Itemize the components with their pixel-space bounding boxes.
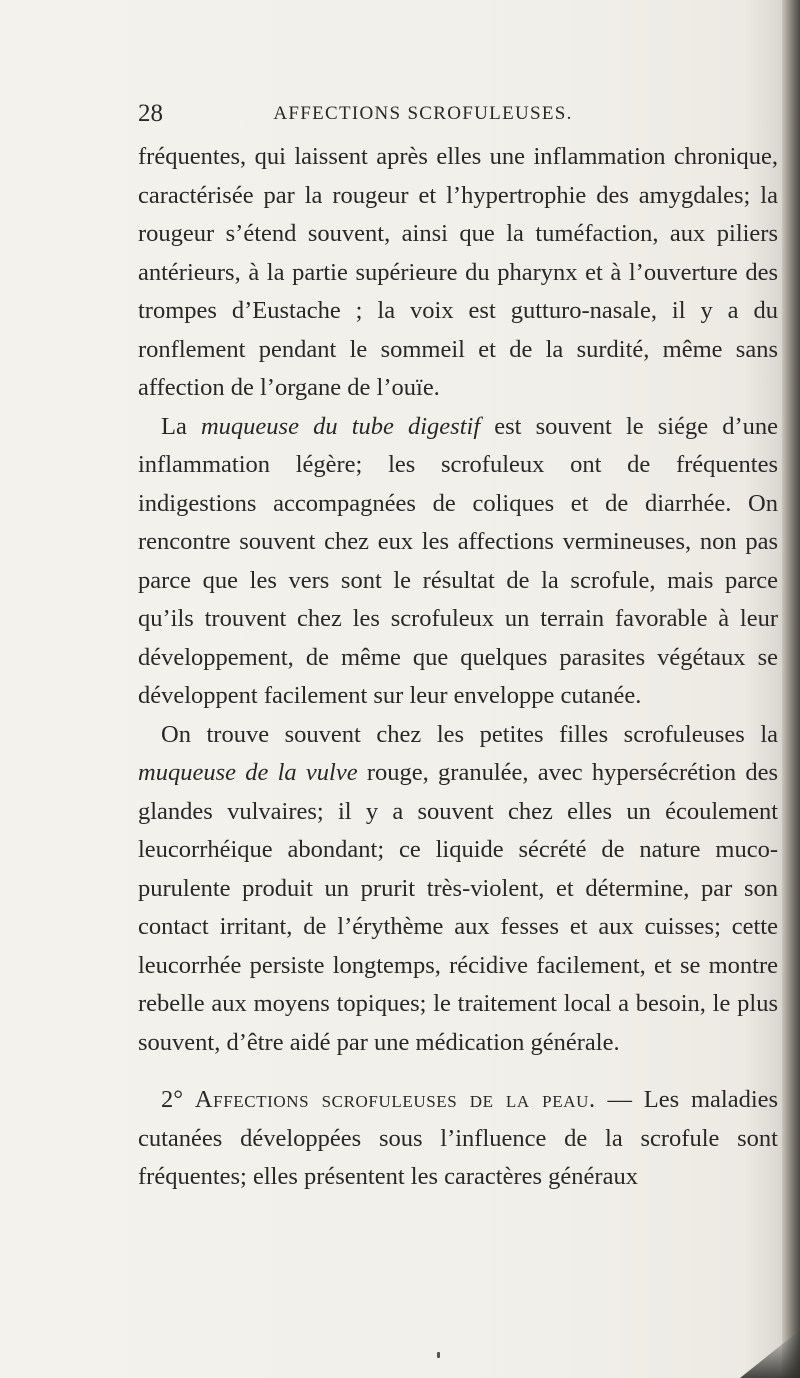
paragraph-2	[138, 408, 778, 716]
section-2-paragraph	[138, 1081, 778, 1197]
section-text: Les maladies cutanées développées sous l’influence de la scrofule sont fréquentes; elles présentent les caractères généraux	[138, 1086, 779, 1190]
section-number: 2°	[161, 1086, 184, 1113]
page-number: 28	[138, 100, 163, 127]
section-title: Affections scrofuleuses de la peau.	[194, 1086, 596, 1113]
page-binding-shadow	[782, 0, 800, 1378]
body-text	[138, 138, 778, 1197]
ink-speck	[437, 1352, 440, 1358]
paragraph-1: fréquentes, qui laissent après elles une inflammation chronique, caractérisée par la rougeur et l’hypertrophie des amygdales; la rougeur s’étend souvent, ainsi que la tuméfaction, aux piliers antérieurs, à la partie supérieure du pharynx et à l’ouverture des trompes d’Eustache ; la voix est gutturo-nasale, il y a du ronflement pendant le sommeil et de la surdité, même sans affection de l’organe de l’ouïe.	[138, 143, 778, 401]
term-digestive-mucosa: muqueuse du tube digestif	[200, 412, 481, 440]
paragraph-2-rest: est souvent le siége d’une inflammation légère; les scrofuleux ont de fréquentes indigestions accompagnées de coliques et de diarrhée. On rencontre souvent chez eux les affections vermineuses, non pas parce que les vers sont le résultat de la scrofule, mais parce qu’ils trouvent chez les scrofuleux un terrain favorable à leur développement, de même que quelques parasites végétaux se développent facilement sur leur enveloppe cutanée.	[138, 412, 778, 709]
paragraph-3-rest: rouge, granulée, avec hypersécrétion des glandes vulvaires; il y a souvent chez elles un écoulement leucorrhéique abondant; ce liquide sécrété de nature muco-purulente produit un prurit très-violent, et détermine, par son contact irritant, de l’érythème aux fesses et aux cuisses; cette leucorrhée persiste longtemps, récidive facilement, et se montre rebelle aux moyens topiques; le traitement local a besoin, le plus souvent, d’être aidé par une médication générale.	[138, 759, 779, 1056]
paragraph-2-start: La	[161, 412, 187, 440]
page-header	[138, 100, 778, 130]
running-head: AFFECTIONS SCROFULEUSES.	[273, 103, 573, 124]
paragraph-3-start: On trouve souvent chez les petites filles scrofuleuses la	[161, 720, 778, 748]
paragraph-3	[138, 716, 778, 1063]
term-vulvar-mucosa: muqueuse de la vulve	[138, 759, 358, 786]
section-dash: —	[607, 1086, 632, 1113]
